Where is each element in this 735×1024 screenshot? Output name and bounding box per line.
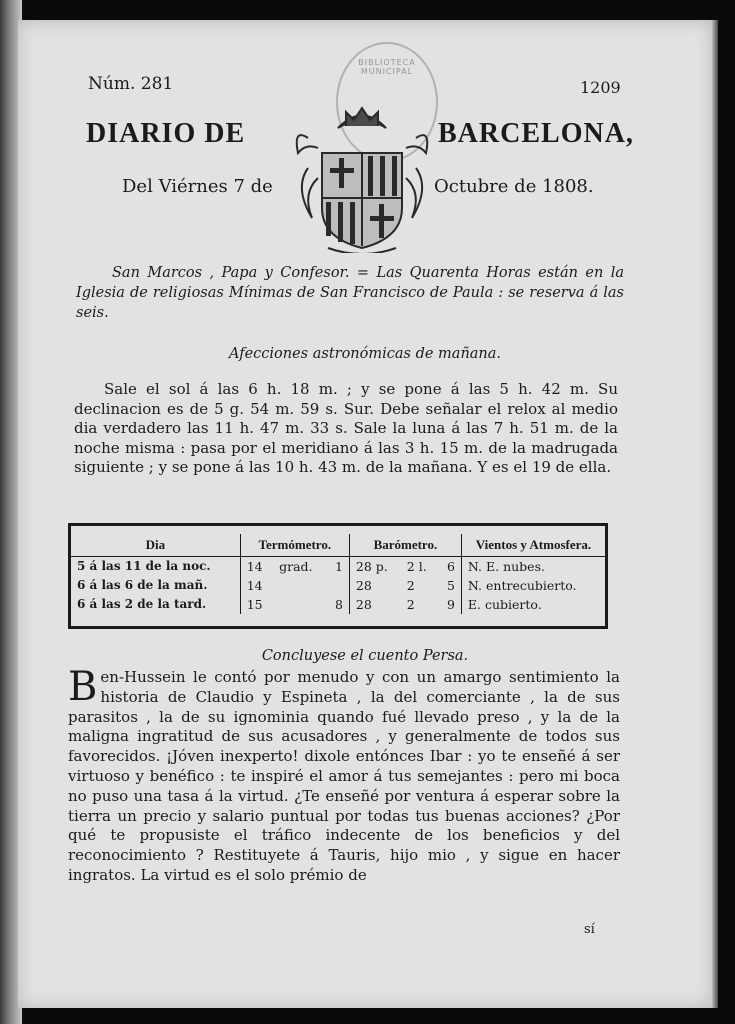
astronomy-paragraph: Sale el sol á las 6 h. 18 m. ; y se pone á las 5 h. 42 m. Su declinacion es de 5 g. 54 m. 59 s. Sur. Debe señalar el relox al medio dia verdadero las 11 h. 47 m. 33 s. Sale la luna á las 7 h. 51 m. de la noche misma : pasa por el meridiano á las 3 h. 15 m. de la madrugada siguiente ; y se pone á las 10 h. 43 m. de la mañana. Y es el 19 de ella.: [74, 380, 618, 477]
cell-bar-lines: 2 l.: [406, 559, 427, 574]
catchword: sí: [584, 922, 595, 937]
cell-bar-lines: 2: [406, 578, 415, 593]
cell-dia: 5 á las 11 de la noc.: [77, 559, 211, 573]
coat-of-arms-icon: [288, 98, 436, 253]
weather-table: [68, 523, 608, 629]
dateline-left: Del Viérnes 7 de: [122, 176, 273, 197]
cell-wind: E. cubierto.: [461, 595, 605, 614]
cell-dia: 6 á las 2 de la tard.: [77, 597, 207, 611]
col-header-barometro: Barómetro.: [349, 534, 461, 557]
cell-bar-in: 28 p.: [349, 557, 400, 577]
cell-temp-frac: 8: [334, 597, 343, 612]
cell-bar-lines: 2: [406, 597, 415, 612]
drop-cap: B: [68, 664, 98, 710]
masthead-title-left: DIARIO DE: [86, 118, 246, 149]
cell-temp-frac: 1: [334, 559, 343, 574]
newspaper-page: [18, 20, 712, 1008]
col-header-termometro: Termómetro.: [240, 534, 349, 557]
saints-notice: San Marcos , Papa y Confesor. = Las Quarenta Horas están en la Iglesia de religiosas Mínimas de San Francisco de Paula : se reserva á las seis.: [76, 265, 624, 321]
cell-temp-unit: grad.: [279, 559, 313, 574]
astronomy-heading: Afecciones astronómicas de mañana.: [228, 346, 502, 362]
cell-wind: N. E. nubes.: [461, 557, 605, 577]
story-paragraph: [68, 664, 620, 886]
story-text: en-Hussein le contó por menudo y con un amargo sentimiento la historia de Claudio y Espineta , la del comerciante , la de sus parasitos , la de su ignominia quando fué llevado preso , y la de la maligna ingratitud de sus acusadores , y generalmente de todos sus favorecidos. ¡Jóven inexperto! dixole entónces Ibar : yo te enseñé á ser virtuoso y benéfico : te inspiré el amor á tus semejantes : pero mi boca no puso una tasa á la virtud. ¿Te enseñé por ventura á esperar sobre la tierra un precio y salario puntual por todas tus buenas acciones? ¿Por qué te propusiste el tráfico indecente de los beneficios y del reconocimiento ? Restituyete á Tauris, hijo mio , y sigue en hacer ingratos. La virtud es el solo prémio de: [68, 668, 620, 884]
cell-temp-unit: [273, 576, 326, 595]
cell-bar-frac: 5: [446, 578, 455, 593]
cell-temp: 14: [240, 576, 273, 595]
cell-wind: N. entrecubierto.: [461, 576, 605, 595]
cell-bar-frac: 9: [446, 597, 455, 612]
cell-temp: 14: [240, 557, 273, 577]
cell-dia: 6 á las 6 de la mañ.: [77, 578, 208, 592]
story-heading: Concluyese el cuento Persa.: [261, 648, 469, 664]
stamp-text: BIBLIOTECA MUNICIPAL: [358, 58, 416, 76]
cell-temp-unit: [273, 595, 326, 614]
cell-temp: 15: [240, 595, 273, 614]
col-header-dia: Dia: [71, 534, 240, 557]
cell-bar-in: 28: [349, 576, 400, 595]
issue-number: Núm. 281: [88, 74, 174, 94]
col-header-vientos: Vientos y Atmosfera.: [461, 534, 605, 557]
table-row: [71, 576, 605, 595]
page-number: 1209: [580, 78, 621, 97]
page-edge: [712, 20, 718, 1008]
cell-bar-in: 28: [349, 595, 400, 614]
table-row: [71, 595, 605, 614]
cell-bar-frac: 6: [446, 559, 455, 574]
cell-temp-frac: [326, 576, 350, 595]
masthead-title-right: BARCELONA,: [438, 118, 634, 149]
dateline-right: Octubre de 1808.: [434, 176, 594, 197]
table-row: [71, 557, 605, 577]
